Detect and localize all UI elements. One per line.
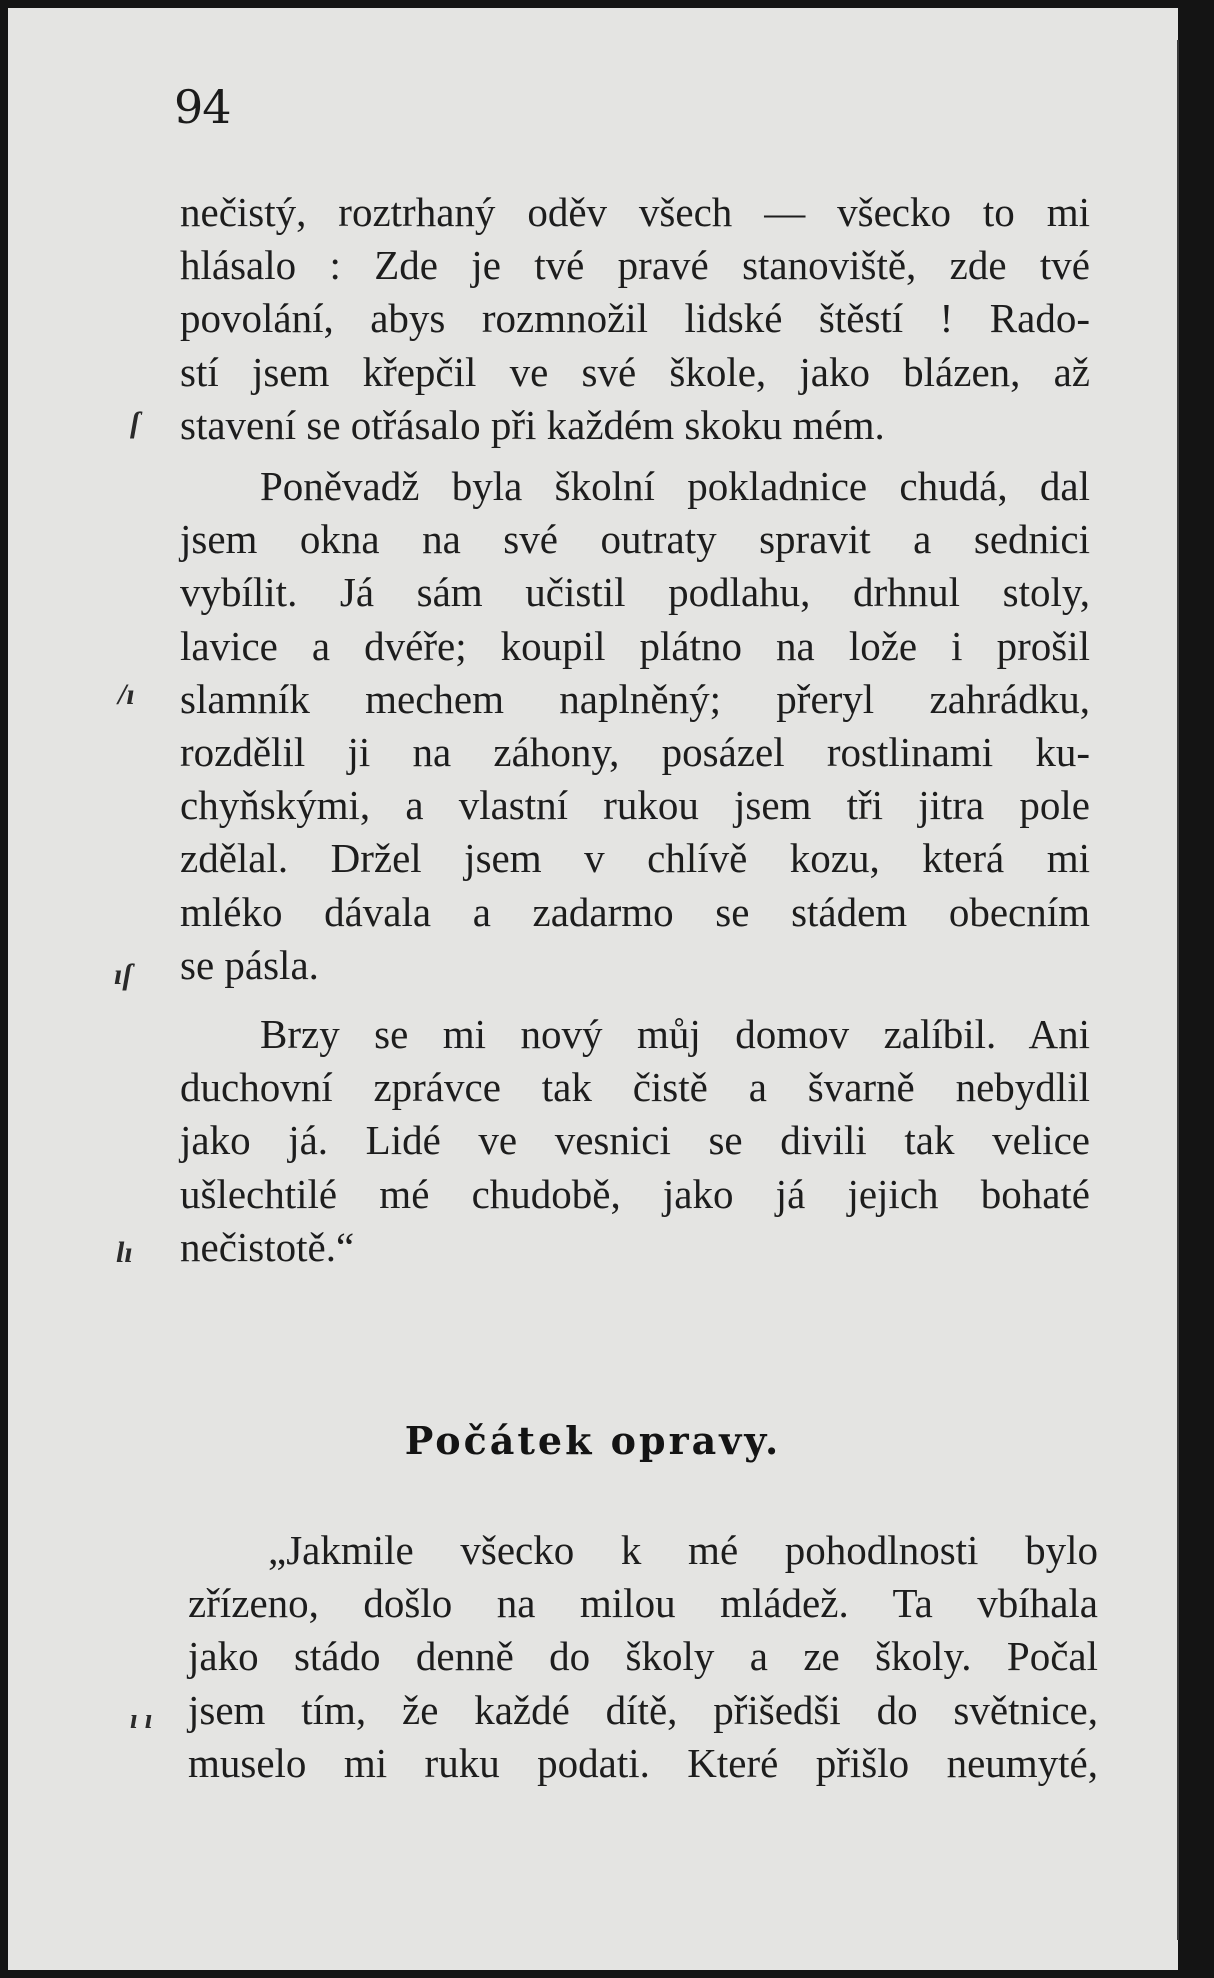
text-line: lavice a dvéře; koupil plátno na lože i prošil xyxy=(180,622,1090,669)
text-line: povolání, abys rozmnožil lidské štěstí ! Rado- xyxy=(180,295,1090,342)
paragraph-2 xyxy=(180,460,1090,992)
section-paragraph xyxy=(188,1524,1098,1790)
text-line: jako stádo denně do školy a ze školy. Počal xyxy=(188,1633,1098,1680)
text-line: „Jakmile všecko k mé pohodlnosti bylo xyxy=(268,1527,1098,1573)
text-line: ušlechtilé mé chudobě, jako já jejich bohaté xyxy=(180,1170,1090,1217)
text-line: jako já. Lidé ve vesnici se divili tak velice xyxy=(180,1117,1090,1164)
text-line: hlásalo : Zde je tvé pravé stanoviště, zde tvé xyxy=(180,242,1090,289)
text-line: slamník mechem naplněný; přeryl zahrádku, xyxy=(180,675,1090,722)
margin-note: ſ xyxy=(130,406,140,439)
text-line: jsem okna na své outraty spravit a sednici xyxy=(180,516,1090,563)
text-line: nečistotě.“ xyxy=(180,1223,355,1270)
text-line: stí jsem křepčil ve své škole, jako blázen, až xyxy=(180,348,1090,395)
paragraph-3 xyxy=(180,1008,1090,1274)
page-number: 94 xyxy=(174,80,231,134)
text-line: Poněvadž byla školní pokladnice chudá, dal xyxy=(260,463,1090,509)
paragraph-1 xyxy=(180,186,1090,452)
text-line: vybílit. Já sám učistil podlahu, drhnul stoly, xyxy=(180,569,1090,616)
margin-note: lı xyxy=(116,1236,133,1269)
text-line: rozdělil ji na záhony, posázel rostlinami ku- xyxy=(180,728,1090,775)
text-line: duchovní zprávce tak čistě a švarně nebydlil xyxy=(180,1064,1090,1111)
text-line: Brzy se mi nový můj domov zalíbil. Ani xyxy=(260,1011,1090,1057)
margin-note: /ı xyxy=(118,678,135,711)
text-line: mléko dávala a zadarmo se stádem obecním xyxy=(180,888,1090,935)
text-line: se pásla. xyxy=(180,941,319,988)
text-line: chyňskými, a vlastní rukou jsem tři jitra pole xyxy=(180,782,1090,829)
margin-note: ı ı xyxy=(130,1704,153,1735)
section-heading: Počátek opravy. xyxy=(404,1418,782,1463)
text-line: jsem tím, že každé dítě, přišedši do světnice, xyxy=(188,1686,1098,1733)
text-line: stavení se otřásalo při každém skoku mém. xyxy=(180,401,885,448)
text-line: nečistý, roztrhaný oděv všech — všecko to mi xyxy=(180,189,1090,235)
page-edge-line xyxy=(1177,40,1179,1940)
text-line: muselo mi ruku podati. Které přišlo neumyté, xyxy=(188,1739,1098,1786)
book-page xyxy=(8,8,1178,1970)
text-line: zřízeno, došlo na milou mládež. Ta vbíhala xyxy=(188,1580,1098,1627)
margin-note: ıſ xyxy=(114,958,133,991)
text-line: zdělal. Držel jsem v chlívě kozu, která mi xyxy=(180,835,1090,882)
